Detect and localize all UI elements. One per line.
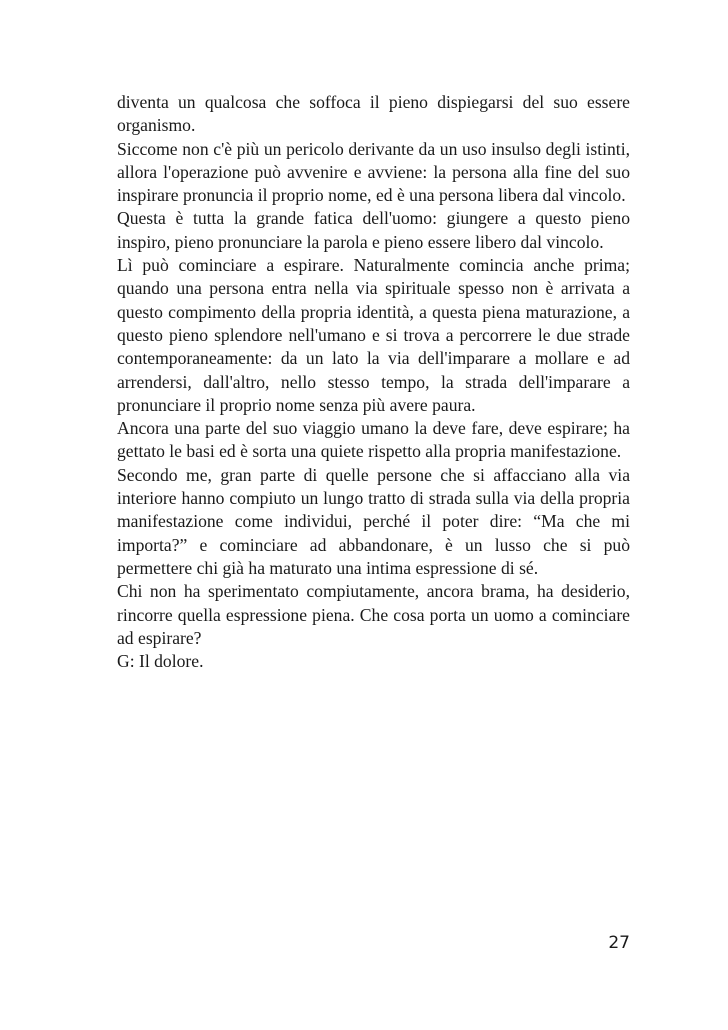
page-number: 27 [608,933,630,953]
body-text [117,91,630,673]
paragraph-1: diventa un qualcosa che soffoca il pieno dispiegarsi del suo essere organismo. [117,92,630,136]
paragraph-5: Ancora una parte del suo viaggio umano la deve fare, deve espirare; ha gettato le basi ed è sorta una quiete rispetto alla propria manifestazione. [117,418,630,462]
paragraph-6: Secondo me, gran parte di quelle persone che si affacciano alla via interiore hanno compiuto un lungo tratto di strada sulla via della propria manifestazione come individui, perché il poter dire: “Ma che mi importa?” e cominciare ad abbandonare, è un lusso che si può permettere chi già ha maturato una intima espressione di sé. [117,464,630,578]
paragraph-8: G: Il dolore. [117,651,204,672]
paragraph-2: Siccome non c'è più un pericolo derivante da un uso insulso degli istinti, allora l'operazione può avvenire e avviene: la persona alla fine del suo inspirare pronuncia il proprio nome, ed è una persona libera dal vincolo. [117,138,630,206]
paragraph-3: Questa è tutta la grande fatica dell'uomo: giungere a questo pieno inspiro, pieno pronunciare la parola e pieno essere libero dal vincolo. [117,208,630,252]
paragraph-4: Lì può cominciare a espirare. Naturalmente comincia anche prima; quando una persona entra nella via spirituale spesso non è arrivata a questo compimento della propria identità, a questa piena maturazione, a questo pieno splendore nell'umano e si trova a percorrere le due strade contemporaneamente: da un lato la via dell'imparare a mollare e ad arrendersi, dall'altro, nello stesso tempo, la strada dell'imparare a pronunciare il proprio nome senza più avere paura. [117,255,630,415]
paragraph-7: Chi non ha sperimentato compiutamente, ancora brama, ha desiderio, rincorre quella espressione piena. Che cosa porta un uomo a cominciare ad espirare? [117,581,630,648]
